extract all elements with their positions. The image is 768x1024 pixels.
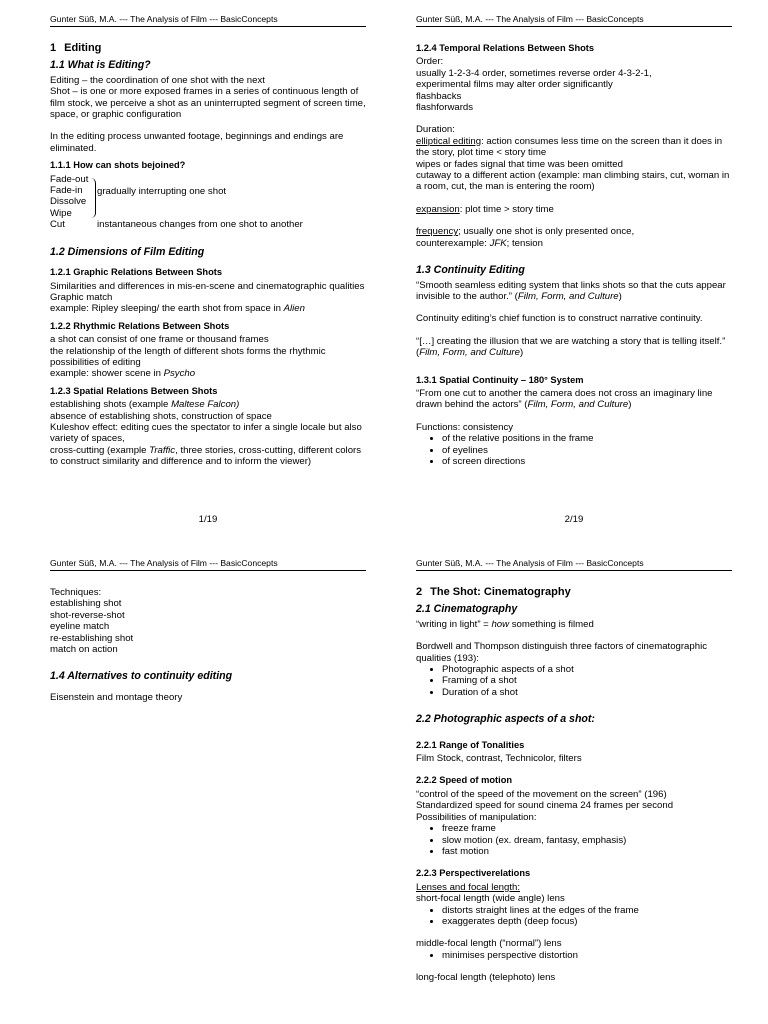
subsubsection-heading-2-2-1: 2.2.1 Range of Tonalities — [416, 739, 525, 750]
paragraph: example: shower scene in Psycho — [50, 368, 196, 380]
paragraph: “From one cut to another the camera does not cross an imaginary line drawn behind the actors” (Film, Form, and Culture) — [416, 387, 713, 411]
paragraph: Bordwell and Thompson distinguish three factors of cinematographic qualities (193): — [416, 641, 707, 664]
cut-note: instantaneous changes from one shot to another — [97, 218, 303, 230]
list-item: Fade-in — [50, 185, 83, 197]
page-1 — [50, 14, 366, 525]
subsubsection-heading-1-2-2: 1.2.2 Rhythmic Relations Between Shots — [50, 320, 230, 331]
subsection-heading-2-1: 2.1 Cinematography — [416, 603, 518, 616]
paragraph: cross-cutting (example Traffic, three stories, cross-cutting, different colors to construct similarity and difference and to inform the viewer) — [50, 444, 362, 468]
paragraph: usually 1-2-3-4 order, sometimes reverse order 4-3-2-1, — [416, 67, 652, 79]
paragraph: “[…] creating the illusion that we are watching a story that is telling itself.” (Film, Form, and Culture) — [416, 335, 726, 359]
subsubsection-heading-2-2-3: 2.2.3 Perspectiverelations — [416, 868, 531, 879]
list-item: shot-reverse-shot — [50, 609, 125, 621]
functions-list — [416, 433, 732, 467]
paragraph: “control of the speed of the movement on the screen” (196) — [416, 788, 667, 800]
paragraph: counterexample: JFK; tension — [416, 237, 543, 249]
paragraph: “writing in light” = how something is filmed — [416, 618, 594, 630]
label: Functions: consistency — [416, 421, 514, 433]
subsection-heading-1-4: 1.4 Alternatives to continuity editing — [50, 670, 233, 683]
page-header: Gunter Süß, M.A. --- The Analysis of Film --- BasicConcepts — [50, 558, 366, 571]
label: Order: — [416, 56, 444, 68]
section-heading-2: 2 The Shot: Cinematography — [416, 586, 571, 598]
paragraph: middle-focal length (“normal”) lens — [416, 938, 562, 950]
label: Techniques: — [50, 587, 102, 598]
transition-list — [50, 174, 366, 231]
paragraph: example: Ripley sleeping/ the earth shot from space in Alien — [50, 303, 305, 315]
paragraph: Standardized speed for sound cinema 24 frames per second — [416, 800, 674, 812]
list-item: Wipe — [50, 207, 72, 219]
short-focal-list — [416, 905, 732, 928]
curly-brace — [90, 178, 96, 218]
subsection-heading-1-2: 1.2 Dimensions of Film Editing — [50, 245, 205, 258]
paragraph: experimental films may alter order significantly — [416, 79, 613, 91]
subsection-heading-1-1: 1.1 What is Editing? — [50, 59, 151, 72]
list-item: • minimises perspective distortion — [442, 950, 732, 961]
list-item: • fast motion — [442, 846, 732, 857]
paragraph: a shot can consist of one frame or thousand frames — [50, 334, 269, 346]
page-header: Gunter Süß, M.A. --- The Analysis of Film --- BasicConcepts — [416, 14, 732, 27]
list-item: • slow motion (ex. dream, fantasy, emphasis) — [442, 835, 732, 846]
subsubsection-heading-1-1-1: 1.1.1 How can shots bejoined? — [50, 160, 186, 171]
factors-list — [416, 664, 732, 698]
paragraph: Continuity editing’s chief function is to construct narrative continuity. — [416, 313, 703, 325]
list-item: • Photographic aspects of a shot — [442, 664, 732, 675]
list-item: eyeline match — [50, 621, 110, 633]
list-item: Cut — [50, 219, 65, 231]
middle-focal-list — [416, 950, 732, 961]
list-item: • freeze frame — [442, 823, 732, 834]
subsection-heading-1-3: 1.3 Continuity Editing — [416, 264, 525, 277]
subsubsection-heading-1-2-4: 1.2.4 Temporal Relations Between Shots — [416, 43, 595, 53]
paragraph: long-focal length (telephoto) lens — [416, 972, 556, 984]
list-item: • distorts straight lines at the edges of the frame — [442, 905, 732, 916]
subsubsection-heading-1-3-1: 1.3.1 Spatial Continuity – 180° System — [416, 374, 584, 385]
page-body — [416, 27, 732, 467]
paragraph: Kuleshov effect: editing cues the spectator to infer a single locale but also variety of spaces, — [50, 421, 362, 445]
list-item: • exaggerates depth (deep focus) — [442, 916, 732, 927]
paragraph: Film Stock, contrast, Technicolor, filters — [416, 753, 582, 765]
subsubsection-heading-1-2-3: 1.2.3 Spatial Relations Between Shots — [50, 385, 218, 396]
page-body — [50, 43, 366, 468]
paragraph: Lenses and focal length: — [416, 881, 521, 893]
list-item: Fade-out — [50, 173, 89, 185]
paragraph: absence of establishing shots, construction of space — [50, 410, 272, 422]
paragraph: frequency; usually one shot is only presented once, — [416, 226, 635, 238]
list-item: match on action — [50, 644, 118, 656]
paragraph: Graphic match — [50, 291, 113, 303]
subsubsection-heading-2-2-2: 2.2.2 Speed of motion — [416, 775, 513, 786]
paragraph: cutaway to a different action (example: man climbing stairs, cut, woman in a room, cut, the man is entering the room) — [416, 170, 730, 193]
paragraph: elliptical editing: action consumes less time on the screen than it does in the story, plot time < story time — [416, 135, 723, 159]
page-4 — [416, 558, 732, 984]
paragraph: Possibilities of manipulation: — [416, 811, 537, 823]
subsubsection-heading-1-2-1: 1.2.1 Graphic Relations Between Shots — [50, 267, 223, 278]
paragraph: Similarities and differences in mis-en-scene and cinematographic qualities — [50, 280, 365, 292]
gradual-note: gradually interrupting one shot — [97, 185, 227, 197]
speed-list — [416, 823, 732, 857]
paragraph: the relationship of the length of different shots forms the rhythmic possibilities of editing — [50, 345, 326, 368]
paragraph: expansion: plot time > story time — [416, 203, 554, 215]
page-header: Gunter Süß, M.A. --- The Analysis of Film --- BasicConcepts — [50, 14, 366, 27]
paragraph: Editing – the coordination of one shot with the next — [50, 74, 265, 86]
page-2 — [416, 14, 732, 525]
subsection-heading-2-2: 2.2 Photographic aspects of a shot: — [416, 713, 595, 726]
paragraph: Shot – is one or more exposed frames in a series of continuous length of film stock, we perceive a shot as an uninterrupted segment of screen time, space, or graphic configuration — [50, 86, 366, 121]
page-number: 1/19 — [198, 514, 218, 525]
paragraph: Eisenstein and montage theory — [50, 691, 183, 703]
paragraph: “Smooth seamless editing system that links shots so that the cuts appear invisible to the author.” (Film, Form, and Culture) — [416, 279, 726, 302]
list-item: • of screen directions — [442, 456, 732, 467]
list-item: • Framing of a shot — [442, 675, 732, 686]
list-item: establishing shot — [50, 598, 122, 610]
page-number: 2/19 — [564, 514, 584, 525]
paragraph: establishing shots (example Maltese Falcon) — [50, 399, 240, 411]
label: Duration: — [416, 124, 455, 136]
paragraph: short-focal length (wide angle) lens — [416, 893, 565, 905]
list-item: re-establishing shot — [50, 632, 134, 644]
list-item: • of the relative positions in the frame — [442, 433, 732, 444]
paragraph: flashbacks — [416, 90, 462, 102]
page-body — [50, 571, 366, 703]
paragraph: In the editing process unwanted footage, beginnings and endings are eliminated. — [50, 131, 344, 154]
paragraph: wipes or fades signal that time was been omitted — [416, 158, 623, 170]
paragraph: flashforwards — [416, 102, 474, 114]
page-body — [416, 587, 732, 984]
page-3 — [50, 558, 366, 703]
list-item: • of eyelines — [442, 445, 732, 456]
list-item: Dissolve — [50, 196, 87, 208]
page-header: Gunter Süß, M.A. --- The Analysis of Film --- BasicConcepts — [416, 558, 732, 571]
list-item: • Duration of a shot — [442, 687, 732, 698]
section-heading-1: 1 Editing — [50, 42, 102, 54]
